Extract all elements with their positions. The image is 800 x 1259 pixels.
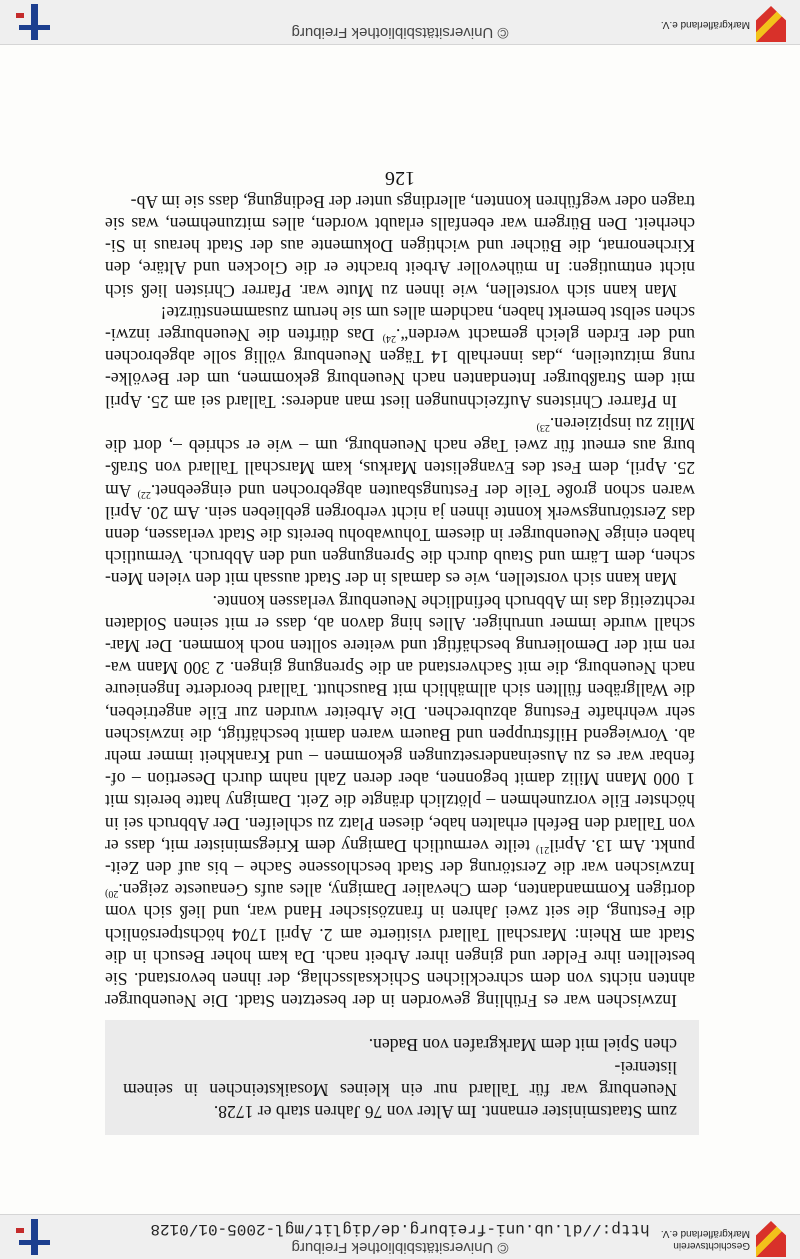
- text-line-content: Kirchenornat, die Bücher und wichtigen Dokumente aus der Stadt heraus in Si-: [105, 236, 695, 257]
- text-line-content: dortigen Kommandanten, dem Chevalier Damigny, alles aufs Genaueste zeigen.: [118, 880, 695, 901]
- text-line: [105, 457, 695, 479]
- text-line: [105, 613, 695, 635]
- quote-line: zum Staatsminister ernannt. Im Alter von 76 Jahren starb er 1728.: [213, 1102, 677, 1122]
- text-line-content: haben einige Neuenburger in diesem Tohuwabohu bereits die Stadt verlassen, denn: [105, 524, 695, 545]
- text-line-content: rechtzeitig das im Abbruch befindliche Neuenburg verlassen konnte.: [212, 591, 695, 612]
- text-line-content: Man kann sich vorstellen, wie ihnen zu Mute war. Pfarrer Christen ließ sich: [105, 280, 677, 301]
- text-line-content: punkt. Am 13. April: [549, 835, 695, 856]
- footnote-marker[interactable]: 20): [105, 888, 119, 900]
- text-line-content: nach Neuenburg, die mit Sachverstand an die Sprengung gingen. 2 300 Mann wa-: [105, 658, 695, 679]
- text-line: [105, 835, 695, 857]
- text-line: [105, 635, 695, 657]
- text-line-continuation: Am: [105, 480, 138, 501]
- text-line-content: Inzwischen war es Frühling geworden in der besetzten Stadt. Die Neuenburger: [105, 991, 677, 1012]
- text-line: [105, 946, 695, 968]
- text-line-content: tragen oder wegführen konnten, allerdings unter der Bedingung, dass sie im Ab-: [130, 191, 695, 212]
- text-line: [105, 568, 695, 590]
- text-line-content: fenbar war es zu Auseinandersetzungen gekommen – und Krankheit immer mehr: [105, 746, 695, 767]
- text-line-content: schen, dem Lärm und Staub durch die Sprengungen und den Abbruch. Vermutlich: [105, 547, 695, 568]
- text-line: [105, 812, 695, 834]
- text-line: [105, 968, 695, 990]
- text-line-content: 1 000 Mann Miliz damit begonnen, aber deren Zahl nahm durch Desertion – of-: [105, 769, 695, 790]
- text-line-content: die Festung, die seit zwei Jahren in französischer Hand war, und ließ sich vom: [105, 902, 695, 923]
- text-line-content: schen selbst bemerkt haben, nachdem alles um sie herum zusammenstürzte!: [160, 302, 695, 323]
- text-line-content: cherheit. Den Bürgern war ebenfalls erlaubt worden, alles mitzunehmen, was sie: [105, 214, 695, 235]
- text-line-content: ahnten nichts von dem schrecklichen Schicksalsschlag, der ihnen bevorstand. Sie: [105, 968, 695, 989]
- text-line: [105, 923, 695, 945]
- text-line-content: von Tallard den Befehl erhalten habe, diesen Platz zu schleifen. Der Abbruch sei in: [105, 813, 695, 834]
- footer-center: [0, 24, 800, 40]
- text-line: [105, 302, 695, 324]
- text-line: [105, 990, 695, 1012]
- highlighted-quote-box: [105, 1020, 699, 1135]
- text-line-content: das Zerstörungswerk konnte ihnen ja nicht verborgen geblieben sein. Am 20. April: [105, 502, 695, 523]
- text-line-content: die Wallgräben füllten sich allmählich mit Bauschutt. Tallard beorderte Ingenieure: [105, 680, 695, 701]
- text-line: [105, 257, 695, 279]
- footnote-marker[interactable]: 24): [382, 332, 397, 344]
- footer-library-logo: [14, 4, 54, 40]
- library-credit: © Universitätsbibliothek Freiburg: [291, 1239, 509, 1256]
- footer-ub-logo-icon: [14, 4, 54, 40]
- viewer-footer-bar: [0, 0, 800, 45]
- text-line: [105, 346, 695, 368]
- page-body: [105, 191, 695, 1135]
- footnote-marker[interactable]: 23): [536, 421, 550, 433]
- body-paragraphs: [105, 191, 695, 1013]
- society-name-line2: Markgräflerland e.V.: [660, 1228, 750, 1239]
- text-line-content: rung mitzuteilen, „das innerhalb 14 Tägen Neuenburg völlig solle abgebrochen: [105, 347, 695, 368]
- text-line: [105, 479, 695, 501]
- text-line: [105, 546, 695, 568]
- text-line: [105, 213, 695, 235]
- text-line-content: höchster Eile vorzunehmen – plötzlich drängte die Zeit. Damigny hatte bereits mit: [105, 791, 695, 812]
- text-line: [105, 657, 695, 679]
- text-line: [105, 235, 695, 257]
- text-line-content: Inzwischen war die Zerstörung der Stadt beschlossene Sache – bis auf den Zeit-: [105, 857, 695, 878]
- text-line: [105, 413, 695, 435]
- text-line-content: Stadt am Rhein: Marschall Tallard visitierte am 2. April 1704 höchstpersönlich: [105, 924, 695, 945]
- text-line-content: sehr wehrhafte Festung abzubrechen. Die Arbeiter wurden zur Eile angetrieben,: [105, 702, 695, 723]
- text-line: [105, 746, 695, 768]
- text-line: [105, 502, 695, 524]
- text-line: [105, 679, 695, 701]
- text-line-content: nicht entmutigen: In mühevoller Arbeit brachte er die Glocken und Altäre, den: [105, 258, 695, 279]
- society-name-line1: Geschichtsverein: [673, 1240, 750, 1251]
- text-line: [105, 524, 695, 546]
- text-line-continuation: Das dürften die Neuenburger inzwi-: [105, 325, 383, 346]
- footer-society-name: Markgräflerland e.V.: [660, 19, 750, 30]
- text-line-content: In Pfarrer Christens Aufzeichnungen liest man anderes: Tallard sei am 25. April: [105, 391, 677, 412]
- text-line: [105, 857, 695, 879]
- text-line-content: burg aus erneut für zwei Tage nach Neuenburg, um – wie er schrieb –, dort die: [105, 436, 695, 457]
- text-line-content: 25. April, dem Fest des Evangelisten Markus, kam Marschall Tallard von Straß-: [105, 458, 695, 479]
- quote-line: chen Spiel mit dem Markgrafen von Baden.: [368, 1035, 677, 1056]
- text-line: [105, 324, 695, 346]
- footer-library-credit: © Universitätsbibliothek Freiburg: [291, 24, 509, 41]
- paragraph: [105, 413, 695, 591]
- text-line: [105, 368, 695, 390]
- library-logo: [14, 1219, 54, 1255]
- text-line: [105, 879, 695, 901]
- text-line-content: waren schon große Teile der Festungsbauten abgebrochen und eingeebnet.: [150, 480, 695, 501]
- text-line: [105, 724, 695, 746]
- text-line-continuation: teilte vermutlich Damigny dem Kriegsminister mit, dass er: [105, 835, 536, 856]
- text-line-content: ren mit der Demolierung beschäftigt und weitere sollten noch kommen. Der Mar-: [105, 635, 695, 656]
- paragraph: [105, 191, 695, 302]
- header-center: [0, 1219, 800, 1255]
- text-line: [105, 768, 695, 790]
- text-line-content: schall wurde immer unruhiger. Alles hing davon ab, dass er mit seinen Soldaten: [105, 613, 695, 634]
- paragraph: [105, 590, 695, 1012]
- text-line: [105, 701, 695, 723]
- footnote-marker[interactable]: 21): [535, 843, 550, 855]
- text-line: [105, 790, 695, 812]
- text-line-content: ab. Vorwiegend Hilfstruppen und Bauern waren damit beschäftigt, die inzwischen: [105, 724, 695, 745]
- ub-logo-icon: [14, 1219, 54, 1255]
- paragraph: [105, 302, 695, 413]
- quote-line: Neuenburg war für Tallard nur ein kleines Mosaiksteinchen in seinem listenrei-: [123, 1057, 677, 1100]
- viewer-header-bar: [0, 1214, 800, 1259]
- text-line: [105, 391, 695, 413]
- text-line-content: und der Erden gleich gemacht werden“.: [396, 325, 695, 346]
- text-line: [105, 435, 695, 457]
- text-line: [105, 191, 695, 213]
- text-line-content: bestellten ihre Felder und gingen ihrer Arbeit nach. Da kam hoher Besuch in die: [105, 946, 695, 967]
- footnote-marker[interactable]: 22): [137, 488, 151, 500]
- permalink-url[interactable]: http://dl.ub.uni-freiburg.de/diglit/mgl-2005-01/0128: [150, 1220, 650, 1238]
- text-line: [105, 279, 695, 301]
- text-line-content: Man kann sich vorstellen, wie es damals in der Stadt aussah mit den vielen Men-: [105, 569, 677, 590]
- text-line: [105, 901, 695, 923]
- page-number: 126: [385, 167, 415, 189]
- text-line-content: mit dem Straßburger Intendanten nach Neuenburg gekommen, um der Bevölke-: [105, 369, 695, 390]
- text-line-content: Miliz zu inspizieren.: [549, 413, 695, 434]
- text-line: [105, 590, 695, 612]
